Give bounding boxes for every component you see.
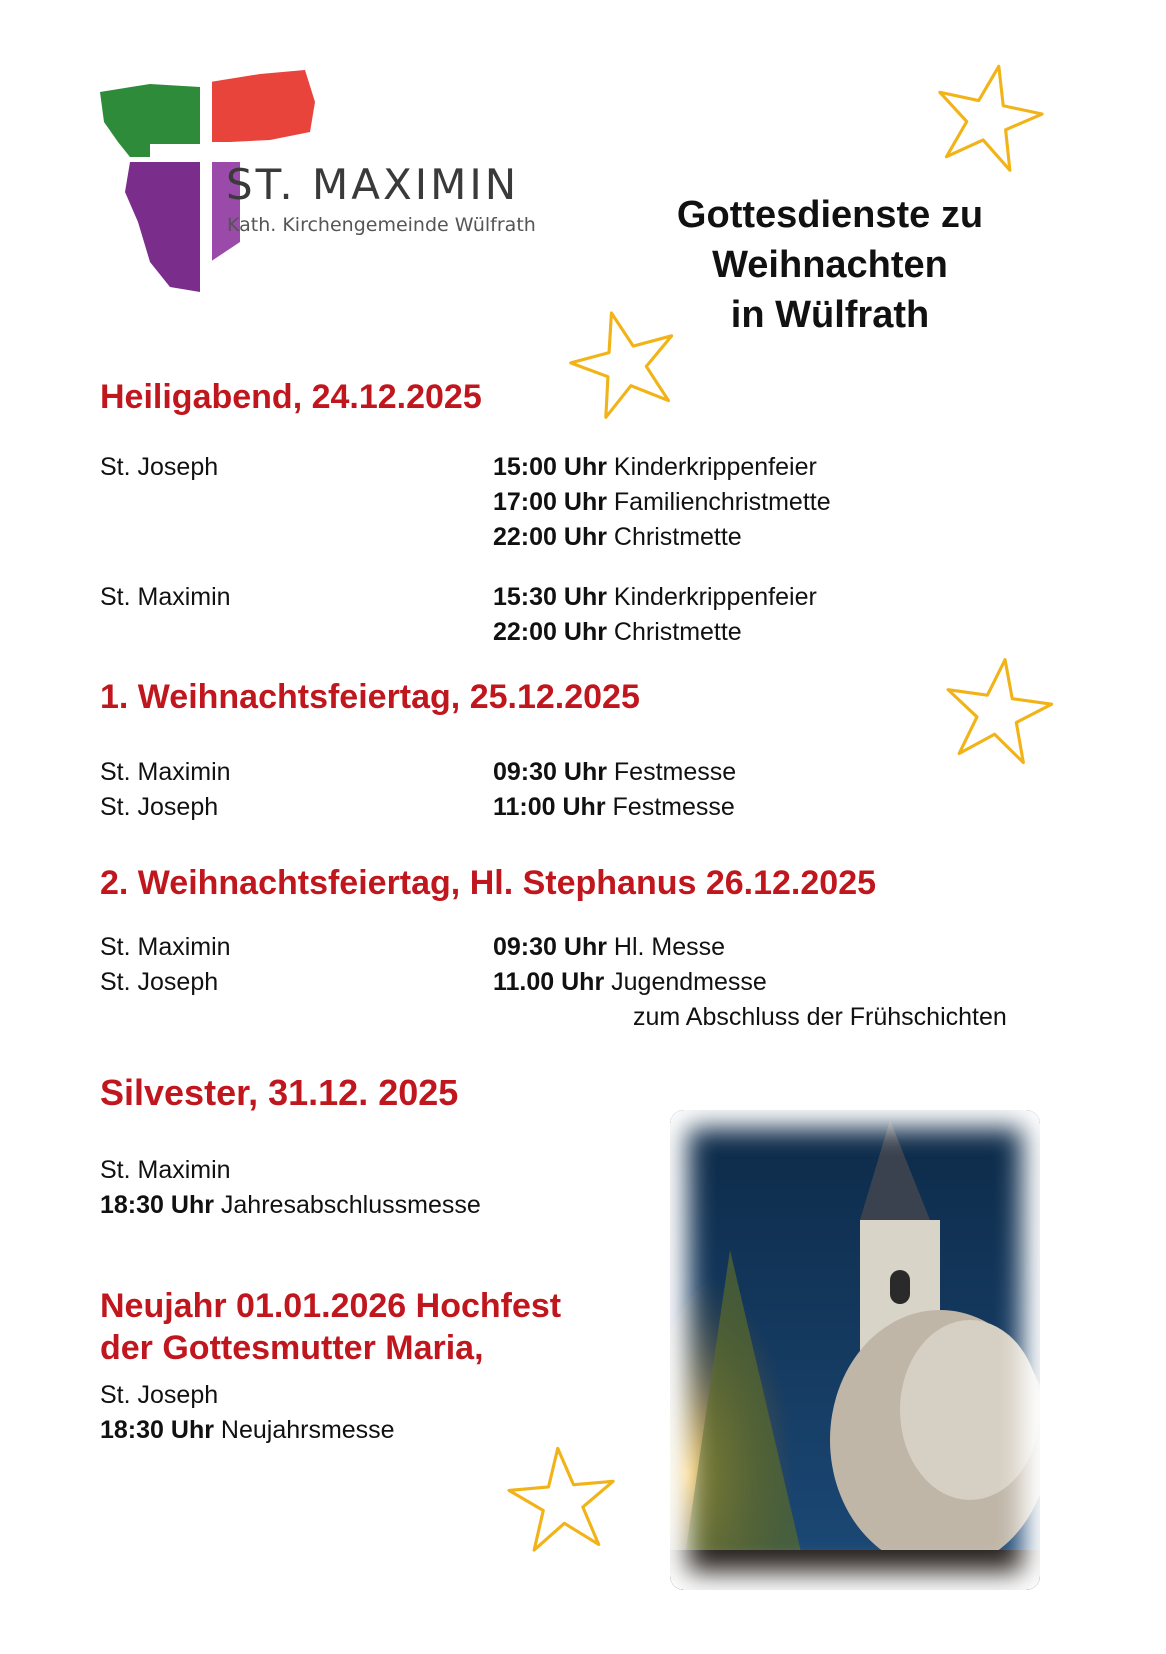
logo-subtitle: Kath. Kirchengemeinde Wülfrath	[227, 214, 536, 236]
location-label: St. Maximin	[100, 1156, 231, 1184]
service-entry	[493, 790, 735, 824]
service-time: 22:00 Uhr	[493, 618, 607, 646]
section-heading-neujahr-2: der Gottesmutter Maria,	[100, 1329, 484, 1367]
service-name: Festmesse	[612, 793, 735, 821]
service-entry	[100, 1188, 481, 1222]
service-time: 11.00 Uhr	[493, 968, 605, 996]
service-note: zum Abschluss der Frühschichten	[633, 1003, 1007, 1031]
service-time: 15:30 Uhr	[493, 583, 607, 611]
service-name: Festmesse	[613, 758, 737, 786]
title-line-2: Weihnachten	[712, 244, 948, 286]
service-name: Christmette	[613, 618, 742, 646]
service-entry	[493, 965, 767, 999]
service-name: Christmette	[613, 523, 742, 551]
service-time: 22:00 Uhr	[493, 523, 607, 551]
service-entry	[493, 755, 736, 789]
church-photo	[670, 1110, 1040, 1590]
service-name: Jugendmesse	[611, 968, 767, 996]
star-icon	[940, 656, 1055, 771]
title-line-3: in Wülfrath	[730, 294, 930, 336]
location-label: St. Maximin	[100, 583, 231, 611]
service-name: Jahresabschlussmesse	[220, 1191, 481, 1219]
service-name: Kinderkrippenfeier	[613, 583, 817, 611]
service-entry	[493, 520, 742, 554]
star-icon	[568, 308, 683, 423]
service-entry	[493, 580, 817, 614]
service-name: Hl. Messe	[613, 933, 726, 961]
service-entry	[493, 930, 725, 964]
service-time: 09:30 Uhr	[493, 758, 607, 786]
location-label: St. Joseph	[100, 968, 219, 996]
location-label: St. Joseph	[100, 1381, 219, 1409]
service-name: Kinderkrippenfeier	[613, 453, 817, 481]
service-time: 18:30 Uhr	[100, 1416, 214, 1444]
service-entry	[493, 615, 742, 649]
star-icon	[505, 1445, 620, 1560]
section-heading-weihnachtsfeiertag-2: 2. Weihnachtsfeiertag, Hl. Stephanus 26.12.2025	[100, 864, 877, 902]
location-label: St. Maximin	[100, 933, 231, 961]
location-label: St. Joseph	[100, 793, 219, 821]
parish-logo	[90, 62, 550, 302]
section-heading-heiligabend: Heiligabend, 24.12.2025	[100, 378, 482, 416]
service-entry	[100, 1413, 395, 1447]
service-time: 18:30 Uhr	[100, 1191, 214, 1219]
page-title	[620, 190, 1040, 340]
section-heading-weihnachtsfeiertag-1: 1. Weihnachtsfeiertag, 25.12.2025	[100, 678, 640, 716]
title-line-1: Gottesdienste zu	[676, 194, 984, 236]
service-time: 15:00 Uhr	[493, 453, 607, 481]
service-name: Neujahrsmesse	[220, 1416, 395, 1444]
logo-name: ST. MAXIMIN	[226, 160, 520, 209]
service-entry	[493, 485, 831, 519]
location-label: St. Joseph	[100, 453, 219, 481]
service-time: 17:00 Uhr	[493, 488, 607, 516]
service-time: 11:00 Uhr	[493, 793, 606, 821]
service-name: Familienchristmette	[613, 488, 831, 516]
service-entry	[493, 450, 817, 484]
service-time: 09:30 Uhr	[493, 933, 607, 961]
star-icon	[930, 62, 1045, 177]
section-heading-silvester: Silvester, 31.12. 2025	[100, 1072, 459, 1113]
location-label: St. Maximin	[100, 758, 231, 786]
section-heading-neujahr-1: Neujahr 01.01.2026 Hochfest	[100, 1287, 562, 1325]
